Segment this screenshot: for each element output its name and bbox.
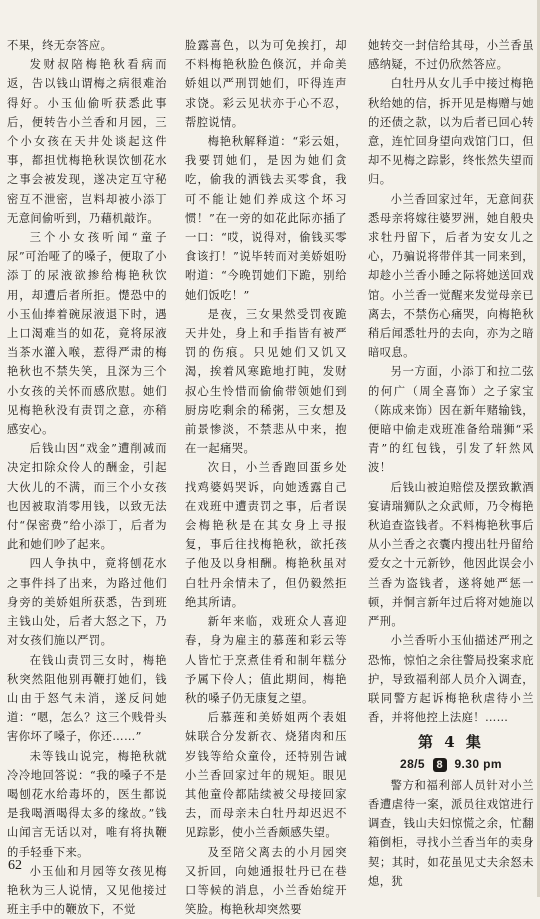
paragraph: 小玉仙和月园等女孩见梅艳秋为三人说情，又见他接过班主手中的鞭放下，不觉 bbox=[7, 864, 167, 917]
episode-synopsis bbox=[368, 776, 534, 891]
airtime-line bbox=[368, 755, 534, 774]
paragraph: 白牡丹从女儿手中接过梅艳秋给她的信，拆开见是梅赠与她的还债之款，以为后者已回心转意，连忙回身望向戏馆门口，但却不见梅之踪影，终怅然失望而归。 bbox=[368, 77, 534, 187]
paragraph: 次日，小兰香跑回蛋乡处找鸡婆妈哭诉，向她透露自己在戏班中遭责罚之事，后者误会梅艳秋是在其女身上寻报复，事后往找梅艳秋，欲托孩子他及以身相酬。梅艳秋虽对白牡丹余情未了，但仍毅然拒绝其所请。 bbox=[185, 461, 347, 609]
episode-heading: 第 4 集 bbox=[418, 733, 484, 752]
paragraph: 是夜，三女果然受罚夜跪天井处，身上和手指皆有被严罚的伤痕。只见她们又饥又渴，挨着风寒跪地打盹，发财叔心生怜惜而偷偷带领她们到厨房吃剩余的稀粥，三女想及前景惨淡，不禁悲从中来，抱在一起痛哭。 bbox=[185, 307, 347, 456]
channel-badge: 8 bbox=[433, 758, 447, 772]
paragraph: 发财叔陪梅艳秋看病而返，告以钱山谓梅之病很难治得好。小玉仙偷听获悉此事后，便转告小兰香和月园，三个小女孩在天井处谈起这件事，都担忧梅艳秋误饮刨花水之事会被发现，遂决定互守秘密互不泄密，岂料却被小添丁无意间偷听到，乃藉机敲诈。 bbox=[7, 58, 167, 225]
air-time: 9.30 pm bbox=[454, 756, 502, 771]
paragraph: 四人争执中，竟将刨花水之事件抖了出来，为路过他们身旁的美娇姐所获悉，告到班主钱山处，后者大怒之下，乃对女孩们施以严罚。 bbox=[7, 557, 167, 648]
paragraph: 小兰香听小玉仙描述严刑之恐怖，惊怕之余往警局投案求庇护，导致福利部人员介入调查，联同警方起诉梅艳秋虐待小兰香，并将他控上法庭！…… bbox=[368, 634, 534, 725]
text-column-right bbox=[368, 36, 534, 888]
paragraph: 新年来临，戏班众人喜迎春，身为雇主的慕莲和彩云等人皆忙于烹煮佳肴和制年糕分予属下伶人；值此期间，梅艳秋的嗓子仍无康复之望。 bbox=[185, 615, 347, 705]
page-number: 62 bbox=[8, 858, 22, 873]
paragraph: 及至陪父离去的小月园突又折回，向她通报牡丹已在巷口等候的消息，小兰香始绽开笑脸。梅艳秋却突然要 bbox=[185, 845, 347, 917]
text-column-left bbox=[7, 36, 167, 917]
paragraph: 梅艳秋解释道：“彩云姐，我要罚她们，是因为她们贪吃，偷我的洒钱去买零食，我可不能让她们养成这个坏习惯！”在一旁的如花此际亦插了一口：“哎，说得对，偷钱买零食该打！”说毕转而对美娇姐吩咐道：“今晚罚她们下跪，别给她们饭吃！” bbox=[185, 135, 347, 302]
paragraph: 小兰香回家过年，无意间获悉母亲将嫁往婆罗洲，她自般央求牡丹留下，后者为安女儿之心，乃骗说将带伴其一同来到，却趁小兰香小睡之际将她送回戏馆。小兰香一觉醒来发觉母亲已离去，不禁伤心痛哭，向梅艳秋稍后闻悉牡丹的去向，亦为之暗暗叹息。 bbox=[368, 192, 534, 360]
paragraph: 后慕莲和美娇姐两个表姐妹联合分发新衣、烧猪肉和压岁钱等给众童伶，还特别告诫小兰香回家过年的规矩。眼见其他童伶都陆续被父母接回家去，而母亲未白牡丹却迟迟不见踪影，使小兰香颇感失望。 bbox=[185, 711, 347, 840]
paragraph: 另一方面，小添丁和拉二弦的何广（周全喜饰）之子家宝（陈成来饰）因在新年赌输钱，便暗中偷走戏班准备给瑞狮“采青”的红包钱，引发了轩然风波！ bbox=[368, 365, 534, 475]
paragraph: 她转交一封信给其母，小兰香虽感纳疑，不过仍欣然答应。 bbox=[368, 39, 534, 72]
synopsis-continued bbox=[368, 36, 534, 727]
text-column-middle bbox=[185, 36, 347, 917]
paragraph: 后钱山因“戏金”遭削减而决定扣除众伶人的酬金，引起大伙儿的不满，而三个小女孩也因被取消零用钱，以致无法付“保密费”给小添丁，后者为此和她们吵了起来。 bbox=[7, 442, 167, 552]
paragraph: 警方和福利部人员针对小兰香遭虐待一案，派员往戏馆进行调查，钱山夫妇惊慌之余，忙翻箱倒柜，寻找小兰香当年的卖身契；其时，如花虽见丈夫余怒未熄，犹 bbox=[368, 778, 534, 888]
paragraph: 在钱山责罚三女时，梅艳秋突然阻他别再鞭打她们，钱山由于怒气未消，遂反问她道：“嗯，怎么？这三个贱骨头害你坏了嗓子，你还……” bbox=[7, 653, 167, 744]
paragraph: 未等钱山说完，梅艳秋就冷冷地回答说：“我的嗓子不是喝刨花水给毒坏的，医生都说是我喝酒喝得太多的缘故。”钱山闻言无话以对，唯有将执鞭的手轻垂下来。 bbox=[7, 749, 167, 859]
paragraph: 三个小女孩听闻“童子尿”可治哑了的嗓子，便取了小添丁的尿液欲掺给梅艳秋饮用，却遭后者所拒。憷恐中的小玉仙捧着碗尿液退下时，遇上口渴难当的如花，竟将尿液当茶水灌入喉，惹得严肃的梅艳秋也不禁失笑，且深为三个小女孩的关怀而感欣慰。她们见梅艳秋没有责罚之意，亦稍感安心。 bbox=[7, 231, 167, 437]
paragraph: 后钱山被迫赔偿及摆致歉酒宴请瑞狮队之众武师，乃令梅艳秋追查盗钱者。不料梅艳秋事后从小兰香之衣囊内搜出牡丹留给爱女之十元新钞，他因此误会小兰香为盗钱者，遂将她严惩一顿，并恫言新年过后将对她施以严刑。 bbox=[368, 480, 534, 629]
air-date: 28/5 bbox=[400, 756, 425, 771]
paragraph: 不果，终无奈答应。 bbox=[7, 39, 113, 52]
paragraph: 脸露喜色，以为可免挨打，却不料梅艳秋脸色倏沉，并命美娇姐以严刑罚她们，吓得连声求饶。彩云见状亦于心不忍，帮腔说情。 bbox=[185, 39, 347, 129]
